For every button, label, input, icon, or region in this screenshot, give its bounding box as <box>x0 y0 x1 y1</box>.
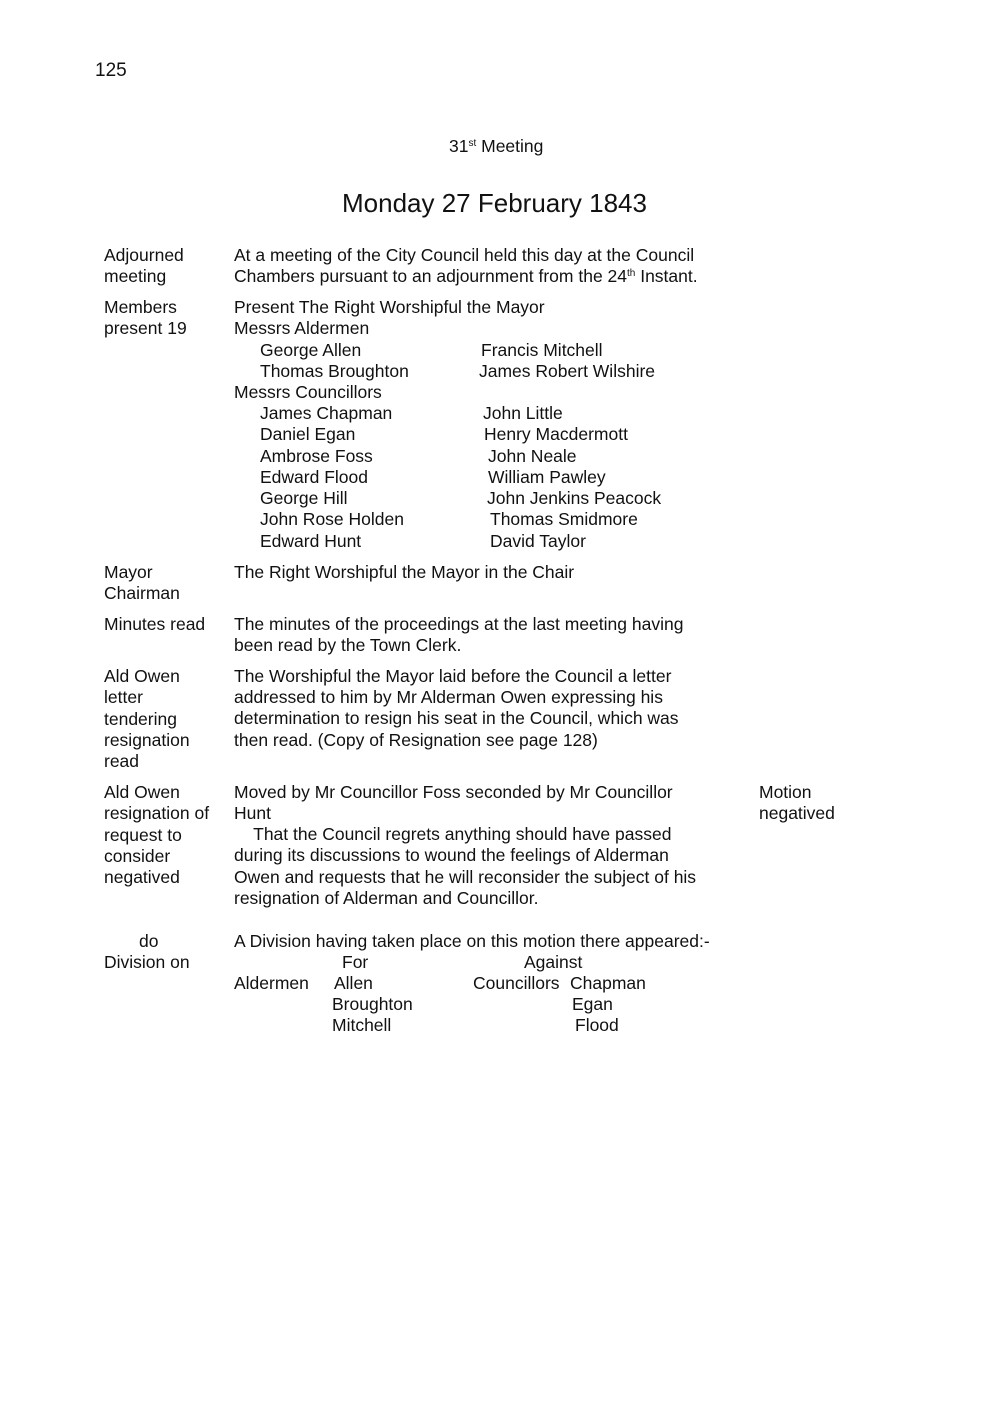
margin-note-mayor: Mayor Chairman <box>104 562 180 604</box>
councillor-name: David Taylor <box>490 531 586 551</box>
adjourned-line-2-end: Instant. <box>635 266 698 286</box>
division-against-name: Egan <box>572 994 613 1014</box>
adjourned-line-2 <box>234 266 698 287</box>
division-for-name: Allen <box>334 973 373 993</box>
councillors-heading: Messrs Councillors <box>234 382 382 402</box>
division-for-name: Broughton <box>332 994 413 1014</box>
division-councillors-label: Councillors <box>473 973 560 993</box>
adjourned-ordinal-suffix: th <box>627 268 636 279</box>
councillor-name: Ambrose Foss <box>260 446 373 466</box>
aldermen-heading: Messrs Aldermen <box>234 318 370 338</box>
owen-letter-line: The Worshipful the Mayor laid before the Council a letter <box>234 666 672 686</box>
mayor-chair-line: The Right Worshipful the Mayor in the Chair <box>234 562 575 582</box>
margin-note-division: Division on <box>104 952 190 972</box>
meeting-label: Meeting <box>476 136 544 156</box>
councillor-name: John Jenkins Peacock <box>487 488 662 508</box>
margin-note-do: do <box>139 931 159 951</box>
meeting-number <box>449 136 543 157</box>
adjourned-line-1: At a meeting of the City Council held this day at the Council <box>234 245 695 265</box>
division-for-label: For <box>342 952 369 972</box>
councillor-name: Edward Hunt <box>260 531 362 551</box>
alderman-name: George Allen <box>260 340 362 360</box>
date-heading: Monday 27 February 1843 <box>342 188 647 218</box>
minutes-line: The minutes of the proceedings at the last meeting having <box>234 614 684 634</box>
motion-line: That the Council regrets anything should have passed <box>234 824 672 844</box>
margin-note-owen-letter: Ald Owen letter tendering resignation read <box>104 666 190 772</box>
councillor-name: John Rose Holden <box>260 509 404 529</box>
councillor-name: Henry Macdermott <box>484 424 628 444</box>
owen-letter-line: then read. (Copy of Resignation see page 128) <box>234 730 598 750</box>
motion-line: Owen and requests that he will reconsider the subject of his <box>234 867 697 887</box>
division-for-name: Mitchell <box>332 1015 392 1035</box>
minutes-line: been read by the Town Clerk. <box>234 635 462 655</box>
councillor-name: James Chapman <box>260 403 393 423</box>
present-line: Present The Right Worshipful the Mayor <box>234 297 545 317</box>
margin-note-adjourned: Adjourned meeting <box>104 245 184 287</box>
owen-letter-line: addressed to him by Mr Alderman Owen expressing his <box>234 687 663 707</box>
councillor-name: William Pawley <box>488 467 606 487</box>
motion-line: Moved by Mr Councillor Foss seconded by Mr Councillor <box>234 782 673 802</box>
councillor-name: John Neale <box>488 446 577 466</box>
alderman-name: Francis Mitchell <box>481 340 603 360</box>
margin-note-members: Members present 19 <box>104 297 187 339</box>
division-intro: A Division having taken place on this motion there appeared:- <box>234 931 710 951</box>
councillor-name: Edward Flood <box>260 467 368 487</box>
adjourned-line-2-text: Chambers pursuant to an adjournment from the 24 <box>234 266 627 286</box>
motion-line: resignation of Alderman and Councillor. <box>234 888 539 908</box>
alderman-name: James Robert Wilshire <box>479 361 656 381</box>
division-against-label: Against <box>524 952 583 972</box>
margin-note-motion-negatived: Motion negatived <box>759 782 835 824</box>
margin-note-minutes: Minutes read <box>104 614 206 634</box>
division-against-name: Flood <box>575 1015 619 1035</box>
margin-note-owen-request: Ald Owen resignation of request to consider negatived <box>104 782 210 888</box>
division-against-name: Chapman <box>570 973 646 993</box>
owen-letter-line: determination to resign his seat in the Council, which was <box>234 708 679 728</box>
meeting-ordinal: 31 <box>449 136 469 156</box>
councillor-name: Daniel Egan <box>260 424 356 444</box>
division-aldermen-label: Aldermen <box>234 973 309 993</box>
motion-line: during its discussions to wound the feelings of Alderman <box>234 845 669 865</box>
motion-line: Hunt <box>234 803 271 823</box>
page-number: 125 <box>95 60 127 81</box>
councillor-name: Thomas Smidmore <box>490 509 638 529</box>
alderman-name: Thomas Broughton <box>260 361 409 381</box>
councillor-name: George Hill <box>260 488 348 508</box>
councillor-name: John Little <box>483 403 563 423</box>
meeting-ordinal-suffix: st <box>468 138 477 149</box>
